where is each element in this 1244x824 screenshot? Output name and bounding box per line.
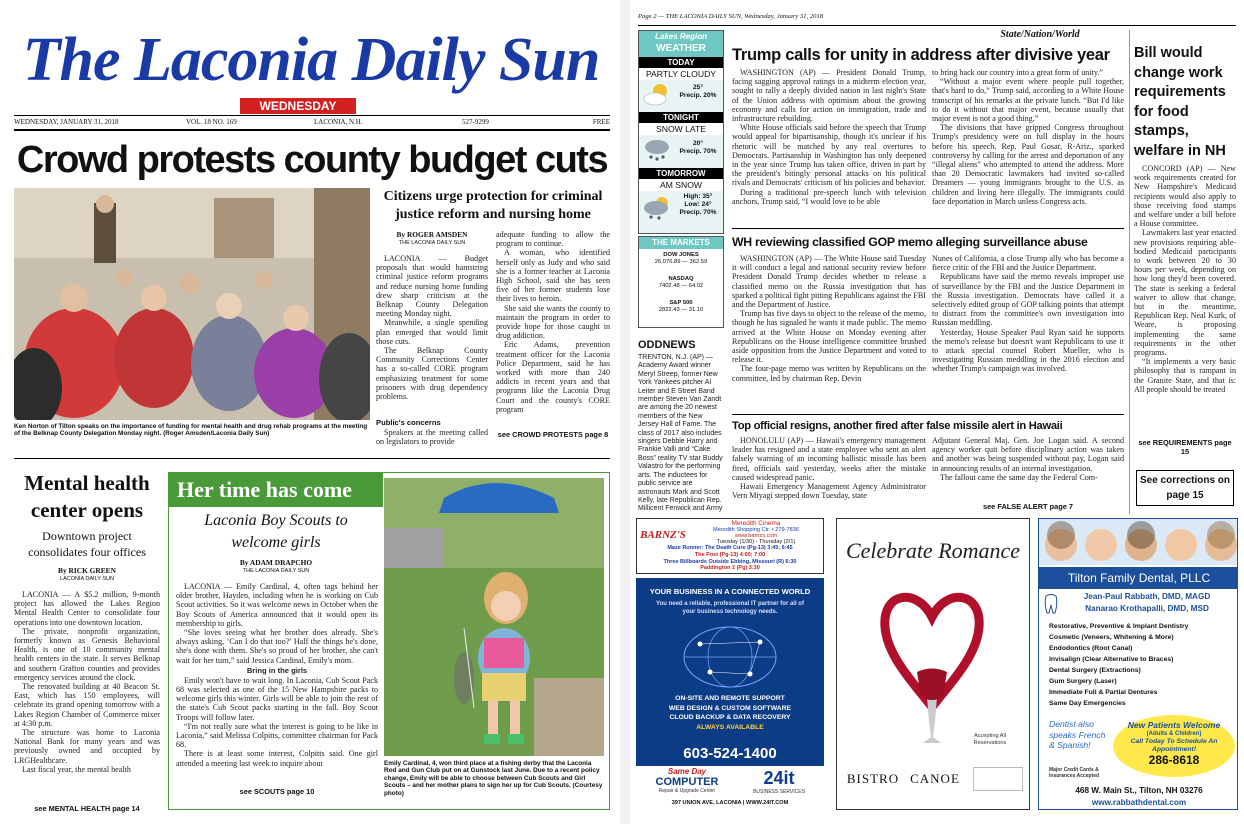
scouts-subhead: Bring in the girls [246,665,308,675]
memo-rule [732,414,1124,415]
dental-faces-photo [1039,519,1238,565]
weather-today-label: TODAY [639,57,723,68]
market-value: 2822.43 — 31.10 [658,306,704,313]
missile-col2 [932,436,1124,500]
mental-health-body [14,590,160,802]
scouts-caption: Emily Cardinal, 4, won third place at a fishing derby that the Laconia Rod and Gun Club put on at Gunstock last June. Due to a recent policy change, Emily will be able to choose between Cub Scouts and Girl Scouts – and her mother plans to sign her up for Cub Scouts. (Courtesy photo) [384,760,603,797]
weather-tomorrow-cond: AM SNOW [639,179,723,191]
romance-canoe: CANOE [910,771,960,786]
masthead-rule-bottom [14,129,610,131]
dental-name: Tilton Family Dental, PLLC [1039,567,1238,589]
computer-ad-address: 397 UNION AVE, LACONIA | WWW.24IT.COM [671,800,789,806]
missile-jump[interactable]: see FALSE ALERT page 7 [982,502,1074,511]
trump-rule [732,228,1124,229]
right-column-rule [1129,30,1130,514]
lead-col2-p1: adequate funding to allow the program to continue. [496,230,610,249]
dental-new-patients: New Patients Welcome [1127,720,1221,730]
weather-tonight-cond: SNOW LATE [639,123,723,135]
weather-brand [639,31,723,57]
same-day-top: Same Day [667,767,707,776]
lead-col1-tail: Speakers at the meeting called on legislators to provide [376,428,488,447]
barnz-info [689,520,823,544]
lead-col1-subhead: Public's concerns [376,418,441,427]
scouts-byline-org: THE LACONIA DAILY SUN [242,568,310,574]
dental-cards: Major Credit Cards & Insurances Accepted [1049,767,1100,779]
barnz-dates: Tuesday (1/30) - Thursday (2/1) [716,539,796,545]
folio-rule [638,25,1236,26]
dental-service: Cosmetic (Veneers, Whitening & More) [1049,634,1174,641]
computer-ad[interactable] [636,578,824,810]
computer-service: CLOUD BACKUP & DATA RECOVERY [669,714,791,722]
scouts-body [176,582,378,784]
masthead-volume: VOL. 18 NO. 169 [186,118,237,126]
lead-byline [376,230,488,250]
lead-col1 [376,254,488,418]
food-stamps-body [1134,164,1236,434]
weather-today-cond: PARTLY CLOUDY [639,68,723,80]
corrections-box[interactable]: See corrections on page 15 [1136,470,1234,506]
dental-services [1049,621,1207,715]
right-page [630,0,1244,824]
mental-health-jump[interactable]: see MENTAL HEALTH page 14 [34,804,140,813]
memo-col1-p1: WASHINGTON (AP) — The White House said Tuesday it will conduct a legal and national security review before President Donald Trump decides whether to release a classified memo on the Russia investigation that has sparked a political fight pitting Republicans against the FBI and the Department of Justice. [732,254,926,310]
scouts-byline-name: By ADAM DRAPCHO [239,558,313,567]
romance-accepting: Accepting All Reservations [973,733,1007,746]
market-name: DOW JONES [663,252,699,258]
am-snow-icon [642,195,672,221]
barnz-logo: BARNZ'S [640,529,686,541]
same-day-logo [642,767,732,797]
barnz-plaza: Meredith Shopping Ctr. • 279-7836 [713,527,799,533]
section-rule-left [14,458,610,459]
scouts-p4: “I'm not really sure what the interest is going to be like in Laconia,” said Melissa Colpitts, committee chairman for Pack 68. [176,721,378,750]
barnz-show-2: The Post (Pg-13) 4:00; 7:00 [694,551,766,558]
weather-tonight-label: TONIGHT [639,112,723,123]
dental-call: Call Today To Schedule An Appointment! [1130,737,1218,753]
lead-col1-p2: Meanwhile, a single spending plan emerged that would limit those cuts. [376,318,488,346]
romance-bistro: BISTRO [846,771,900,786]
lead-subhead: Citizens urge protection for criminal justice reform and nursing home [383,189,603,222]
scouts-byline [176,558,376,578]
dental-spanish: Dentist also speaks French & Spanish! [1049,719,1106,750]
tooth-icon [1043,593,1059,615]
snow-icon [642,137,672,163]
dental-ad[interactable] [1038,518,1238,810]
weather-tomorrow-precip: Precip. 70% [679,209,717,216]
barnz-cinema: Meredith Cinema [731,520,781,527]
mental-health-p1: LACONIA — A $5.2 million, 9-month project has allowed the Lakes Region Mental Health Center to consolidate four operations into one downtown location. [14,590,160,627]
dental-service: Endodontics (Root Canal) [1049,645,1133,652]
folio: Page 2 — THE LACONIA DAILY SUN, Wednesday, January 31, 2018 [638,13,824,20]
mental-health-p4: The structure was home to Laconia National Bank for many years and was previously owned and occupied by LRGHealthcare. [14,728,160,765]
market-value: 26,076.89 — 362.59 [654,258,708,265]
masthead-price: FREE [592,118,610,126]
weather-today-temp-value: 25° [693,84,703,91]
mental-health-subhead: Downtown project consolidates four offices [28,529,146,559]
page-gutter [620,0,630,824]
dental-service: Dental Surgery (Extractions) [1049,667,1141,674]
lead-jump[interactable]: see CROWD PROTESTS page 8 [497,430,609,439]
weather-today-temp [674,84,722,108]
memo-headline[interactable]: WH reviewing classified GOP memo alleging surveillance abuse [732,235,1088,249]
barnz-show-3: Three Billboards Outside Ebbing, Missouri (R) 6:30 [663,558,797,565]
dental-ages: (Adults & Children) [1146,730,1202,737]
romance-restaurant-logo-3 [973,767,1023,791]
dental-dr1: Jean-Paul Rabbath, DMD, MAGD [1083,592,1211,601]
trump-col1-p2: White House officials said before the speech that Trump would appeal for bipartisanship, though it's unclear if his rhetoric will be matched by any real overtures to Democrats. Partisanship in Washington has only deepened in the year since Trump has taken office, driven in part by the president's bitingly personal attacks on his political rivals and Democrats' criticism of his policies and behavior. [732,123,926,188]
food-stamps-headline[interactable]: Bill would change work requirements for food stamps, welfare in NH [1134,45,1226,159]
memo-col1-p3: The four-page memo was written by Republicans on the committee, led by chairman Rep. Devin [732,364,926,383]
market-item [639,276,723,300]
food-stamps-p1: CONCORD (AP) — New work requirements created for New Hampshire's Medicaid recipients would also apply to those receiving food stamps and welfare under a bill before a House committee. [1134,164,1236,229]
masthead-rule-top [14,115,610,116]
scouts-p2: “She loves seeing what her brother does already. She's always asking, ‘Can I do that too?’ Half the things he's done, she's done with them. She's so proud of her brother, she can't wait for her turn,” said Jessica Cardinal, Emily's mom. [176,628,378,665]
mental-health-p3: The renovated building at 40 Beacon St. East, which has 150 employees, will celebrate its grand opening tomorrow with a Lakes Region Chamber of Commerce mixer at 4:30 p.m. [14,682,160,728]
barnz-show-1: Maze Runner: The Death Cure (Pg-13) 3:45; 6:45 [667,545,793,551]
scouts-jump[interactable]: see SCOUTS page 10 [239,787,315,796]
market-item [639,252,723,276]
memo-col2-p2: Republicans have said the memo reveals improper use of surveillance by the FBI and the Justice Department in the Russia investigation. Democrats have called it a selectively edited group of GOP talking points that attempt to distract from the committee's own investigation into Russian meddling. [932,272,1124,328]
dental-service: Invisalign (Clear Alternative to Braces) [1049,656,1174,663]
scouts-p1: LACONIA — Emily Cardinal, 4, often tags behind her older brother, Hayden, including when he is working on Cub Scout activities. So it was welcome news in October when the Boy Scouts of America announced that it would open its membership to girls. [176,582,378,628]
partly-cloudy-icon [642,82,672,108]
mental-health-byline-name: By RICK GREEN [58,566,116,575]
mental-health-p5: Last fiscal year, the mental health [22,764,131,774]
scouts-photo [384,478,604,756]
dental-web[interactable]: www.rabbathdental.com [1091,798,1187,807]
heart-wine-icon [877,577,987,747]
dental-service: Gum Surgery (Laser) [1049,678,1117,685]
weather-tonight-temp-value: 20° [693,140,703,147]
missile-col2-p1: Adjutant General Maj. Gen. Joe Logan said. A second agency worker quit before disciplinary action was taken and another was being suspended without pay, Logan said in announcing results of an internal investigation. [932,436,1124,473]
weather-tomorrow-low: Low: 24° [684,201,712,208]
mental-health-headline[interactable]: Mental health center opens [24,471,150,522]
dental-service: Immediate Full & Partial Dentures [1049,689,1158,696]
missile-col1-p1: HONOLULU (AP) — Hawaii's emergency management leader has resigned and a state employee who sent an alert falsely warning of an incoming ballistic missile has been fired, officials said yesterday, weeks after the mistake caused widespread panic. [732,436,926,482]
masthead-phone: 527-9299 [462,118,489,126]
food-stamps-p3: “It implements a very basic philosophy that is rampant in the Granite State, and that is: All people should be treated [1134,357,1236,394]
trump-headline[interactable]: Trump calls for unity in address after divisive year [732,46,1110,64]
same-day-sub: Repair & Upgrade Center [658,788,716,794]
computer-ad-footer [636,766,824,810]
trump-col2 [932,68,1124,228]
mental-health-byline [14,566,160,586]
dental-service: Restorative, Preventive & Implant Dentistry [1049,623,1189,630]
barnz-ad[interactable] [636,518,824,574]
market-name: NASDAQ [668,276,694,282]
weather-tomorrow-high: High: 35° [683,193,713,200]
food-stamps-jump[interactable]: see REQUIREMENTS page 15 [1138,438,1232,456]
left-page [0,0,620,824]
barnz-showtimes [639,545,821,573]
lead-col2 [496,230,610,426]
masthead-dateline [14,117,610,127]
lead-photo [14,188,370,420]
market-name: S&P 500 [669,300,693,306]
masthead-location: LACONIA, N.H. [314,118,363,126]
dental-service: Same Day Emergencies [1049,700,1126,707]
lead-photo-caption: Ken Norton of Tilton speaks on the importance of funding for mental health and drug rehab programs at the meeting of the Belknap County Delegation Monday night. (Roger Amsden/Laconia Daily Sun) [14,423,368,438]
weather-brand-bottom: WEATHER [656,43,706,54]
oddnews-label: ODDNEWS [638,339,696,351]
barnz-web: www.barnzs.com [734,533,778,539]
computer-ad-phone[interactable]: 603-524-1400 [683,745,777,762]
memo-col1 [732,254,926,410]
scouts-headline: Laconia Boy Scouts to welcome girls [204,512,348,551]
computer-service: WEB DESIGN & CUSTOM SOFTWARE [668,704,792,712]
computer-ad-headline: YOUR BUSINESS IN A CONNECTED WORLD [649,587,811,596]
computer-ad-tag: You need a reliable, professional IT partner for all of your business technology needs. [656,601,804,615]
lead-col2-p2: A woman, who identified herself only as Judy and who said she is a former teacher at Laconia High School, said she has seen five of her former students lose their lives to heroin. [496,248,610,304]
barnz-show-4: Paddington 2 (Pg) 3:30 [700,565,760,572]
trump-col1-p3: During a traditional pre-speech lunch with television anchors, Trump said, “I would love to be able [732,187,926,206]
lead-col1-p1: LACONIA — Budget proposals that would hamstring criminal justice reform programs and reduce nursing home funding drew sharp criticism at the Belknap County Delegation meeting Monday night. [376,254,488,319]
same-day-computer: COMPUTER [655,776,719,788]
trump-col2-p2: “Without a major event where people pull together, that's hard to do,” Trump said, according to a White House transcript of his remarks at the private lunch. “But I'd like to do it without that major event, because usually that major event is not a good thing.” [932,77,1124,124]
lead-col1-p3: The Belknap County Community Corrections Center has a so-called CORE program emphasizing treatment for some prisoners with drug dependency problems. [376,346,488,402]
weather-tonight-temp [674,140,722,164]
trump-col1-p1: WASHINGTON (AP) — President Donald Trump, facing sagging approval ratings in a midterm election year, sought to rally a deeply divided nation in last night's State of the Union address with optimism about the growing economy and calls for action on immigration, trade and infrastructure rebuilding. [732,68,926,124]
mental-health-p2: The private, nonprofit organization, formerly known as Genesis Behavioral Health, is one of 10 community mental health centers in the state. It serves Belknap and southern Grafton counties and provides emergency services around the clock. [14,626,160,682]
market-value: 7402.48 — 64.02 [658,282,704,289]
mental-health-byline-org: LACONIA DAILY SUN [60,576,114,582]
weather-brand-top: Lakes Region [654,32,707,41]
markets-list [639,252,723,326]
weather-tomorrow-temp [674,193,722,225]
day-banner: WEDNESDAY [240,98,356,114]
trump-col1 [732,68,926,228]
weather-tonight-precip: Precip. 70% [679,148,717,155]
missile-col2-p2: The fallout came the same day the Federal Com- [940,472,1098,482]
food-stamps-p2: Lawmakers last year enacted new provisions requiring able-bodied Medicaid participants to work between 20 to 30 hours per week, depending on how long they'd been covered. The state is seeking a federal waiver to allow that change, but in the meantime, Republican Rep. Neal Kurk, of Weare, is proposing implementing the same requirements in the other programs. [1134,228,1236,358]
scouts-p5: There is at least some interest, Colpitts said. One girl attended a meeting last week to inquire about [176,749,378,768]
oddnews-text: TRENTON, N.J. (AP) — Academy Award winner Meryl Streep, former New York Yankees pitcher Al Leiter and E Street Band member Steven Van Zandt are among the 20 newest members of the New Jersey Hall of Fame. The class of 2017 also includes singers Debbie Harry and Frankie Valli and “Cake Boss” reality TV star Buddy Valastro for the performing arts. The inductees for public service are astronauts Mark and Scott Kelly, late Republican Rep. Millicent Fenwick and Army [638,354,723,513]
missile-headline[interactable]: Top official resigns, another fired after false missile alert in Hawaii [732,420,1063,432]
lead-headline[interactable]: Crowd protests county budget cuts [16,139,608,181]
dental-dr2: Nanarao Krothapalli, DMD, MSD [1085,604,1209,613]
memo-col2-p1: Nunes of California, a close Trump ally who has become a fierce critic of the FBI and the Justice Department. [932,254,1124,273]
24it-logo [740,767,818,797]
market-item [639,300,723,324]
network-globe-icon [680,624,780,690]
markets-label: THE MARKETS [639,237,723,249]
romance-ad[interactable] [836,518,1030,810]
section-label: State/Nation/World [1000,29,1080,40]
computer-service: ALWAYS AVAILABLE [696,723,764,731]
missile-col1-p2: Hawaii Emergency Management Agency Administrator Vern Miyagi stepped down Tuesday, state [732,482,926,501]
masthead-date: WEDNESDAY, JANUARY 31, 2018 [14,118,119,126]
computer-service: ON-SITE AND REMOTE SUPPORT [675,695,785,702]
dental-callout[interactable] [1113,715,1235,777]
lead-byline-name: By ROGER AMSDEN [396,230,468,239]
lead-col2-p4: Eric Adams, prevention treatment officer for the Laconia Police Department, said he has worked with more than 240 addicts in recent years and that programs like the Laconia Drug Court and the county's CORE program [496,340,610,414]
lead-col2-p3: She said she wants the county to maintain the program in order to provide hope for those caught in drug addiction. [496,303,610,341]
trump-col2-p3: The divisions that have gripped Congress throughout Trump's presidency were on full display in the hours before his speech. Rep. Paul Gosar, R-Ariz., sparked controversy by calling for the arrest and deportation of any “illegal aliens” who attempted to attend the address. More than 20 Democratic lawmakers had invited so-called Dreamers — young immigrants brought to the U.S. as children and living here illegally. The immigrants could face deportation in March unless Congress acts. [932,123,1124,206]
scouts-p3: Emily won't have to wait long. In Laconia, Cub Scout Pack 68 was selected as one of the 15 New Hampshire packs to welcome girls this winter. Girls will be able to join the rest of the state's Cub Scout packs starting in the fall. Boy Scout Troops will follow later. [176,675,378,722]
dental-address: 468 W. Main St., Tilton, NH 03276 [1075,786,1203,795]
missile-col1 [732,436,926,510]
memo-col1-p2: Trump has five days to object to the release of the memo, though he has signaled he wants it made public. The memo arrived at the White House on Monday evening after Republicans on the House intelligence committee brushed aside opposition from the Justice Department and voted to release it. [732,309,926,365]
memo-col2 [932,254,1124,410]
weather-tomorrow-label: TOMORROW [639,168,723,179]
memo-col2-p3: Yesterday, House Speaker Paul Ryan said he supports the memo's release but doesn't want Republicans to use it to attack special counsel Robert Mueller, who is investigating Russian meddling in the 2016 election and whether Trump's campaign was involved. [932,327,1124,374]
scouts-banner[interactable]: Her time has come [169,473,383,507]
romance-headline: Celebrate Romance [845,538,1021,563]
trump-col2-p1: to bring back our country into a great form of unity.” [932,68,1103,77]
lead-byline-org: THE LACONIA DAILY SUN [398,240,466,246]
24it-name: 24it [763,768,795,788]
dental-phone[interactable]: 286-8618 [1148,752,1200,767]
weather-today-precip: Precip. 20% [679,92,717,99]
dental-doctors [1059,591,1235,617]
24it-sub: BUSINESS SERVICES [753,789,805,795]
computer-ad-services [640,694,820,742]
masthead-title[interactable]: The Laconia Daily Sun [22,26,600,94]
